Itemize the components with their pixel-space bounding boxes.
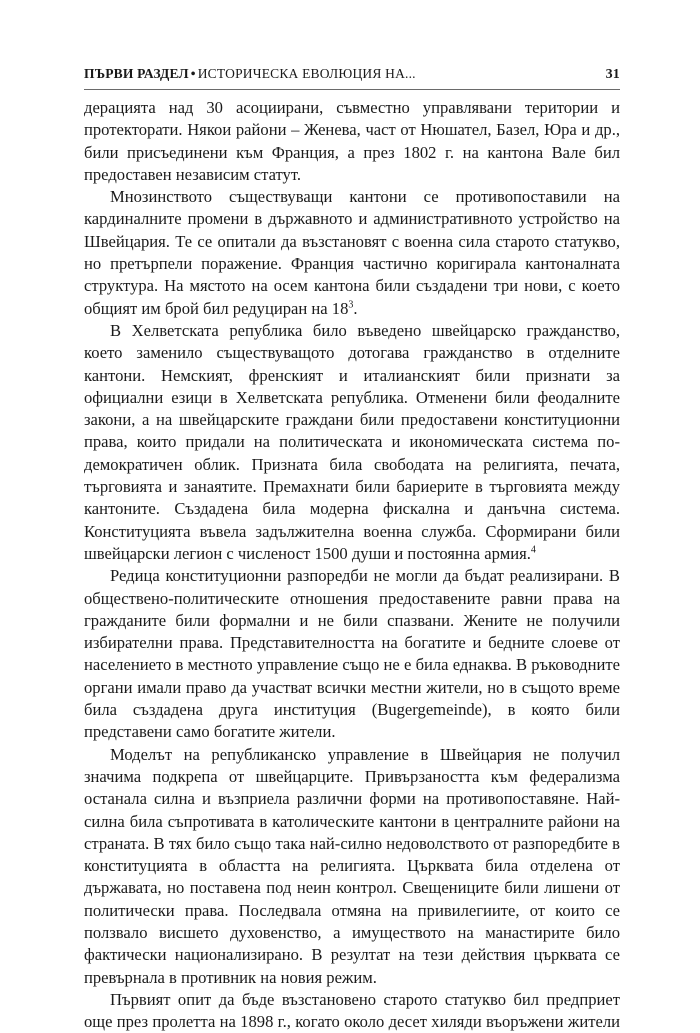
footnote-ref[interactable]: 3 [348, 299, 354, 311]
paragraph-text: Първият опит да бъде възстановено старото статукво бил предприет още през пролетта на 1898 г., когато около десет хиляди въоръжени жители [84, 989, 620, 1032]
paragraph [84, 565, 620, 743]
section-label: ПЪРВИ РАЗДЕЛ [84, 66, 189, 81]
paragraph-tail: . [353, 298, 358, 318]
paragraph-text: Редица конституционни разпоредби не могли да бъдат реализирани. В обществено-политическите отношения предоставените равни права на гражданите били формални и не били спазвани. Жените не получили избирателни права. Представителността на богатите и бедните слоеве от населението в местното управление също не е била еднаква. В ръководните органи имали право да участват всички местни жители, но в същото време била създадена друга институция (Bugergemeinde), в която били представени само богатите жители. [84, 566, 620, 742]
paragraph-text: В Хелветската република било въведено швейцарско гражданство, което заменило съществуващото дотогава гражданство в отделните кантони. Немският, френският и италианският били признати за официални езици в Хелветската република. Отменени били феодалните закони, а на швейцарските граждани били предоставени конституционни права, които придали на политическата и икономическата система по-демократичен облик. Призната била свободата на религията, печата, търговията и занаятите. Премахнати били бариерите в търговията между кантоните. Създадена била модерна фискална и данъчна система. Конституцията въвела задължителна военна служба. Сформирани били швейцарски легион с численост 1500 души и постоянна армия. [84, 320, 620, 563]
header-title [84, 66, 416, 82]
paragraph [84, 744, 620, 989]
paragraph-continuation [84, 97, 620, 186]
paragraph-text: дерацията над 30 асоциирани, съвместно управлявани територии и протекторати. Някои райони – Женева, част от Нюшател, Базел, Юра и др., били присъединени към Франция, а през 1802 г. на кантона Вале бил предоставен независим статут. [84, 98, 620, 184]
paragraph [84, 320, 620, 565]
running-header [84, 66, 620, 90]
footnote-ref[interactable]: 4 [530, 544, 536, 556]
paragraph-text: Моделът на републиканско управление в Швейцария не получил значима подкрепа от швейцарците. Привързаността към федерализма останала силна и възприела различни форми на противопоставяне. Най-силна била съпротивата в католическите кантони в централните райони на страната. В тях било също така най-силно недоволството от разпоредбите в конституцията в областта на религията. Църквата била отделена от държавата, но поставена под неин контрол. Свещениците били лишени от политически права. Последвала отмяна на привилегиите, от които се ползвало висшето духовенство, а имуществото на манастирите било фактически национализирано. В резултат на тези действия църквата се превърнала в противник на новия режим. [84, 744, 620, 987]
chapter-title: ИСТОРИЧЕСКА ЕВОЛЮЦИЯ НА... [197, 66, 416, 81]
page-number: 31 [605, 67, 620, 82]
book-page [84, 66, 620, 1033]
paragraph-text: Мнозинството съществуващи кантони се противопоставили на кардиналните промени в държавното и административното устройство на Швейцария. Те се опитали да възстановят с военна сила старото статукво, но претърпели поражение. Франция частично коригирала кантоналната структура. На мястото на осем кантона били създадени три нови, с което общият им брой бил редуциран на 18 [84, 187, 620, 318]
header-separator: • [190, 66, 196, 81]
paragraph-continues [84, 989, 620, 1033]
body-text [84, 97, 620, 1033]
paragraph [84, 186, 620, 320]
